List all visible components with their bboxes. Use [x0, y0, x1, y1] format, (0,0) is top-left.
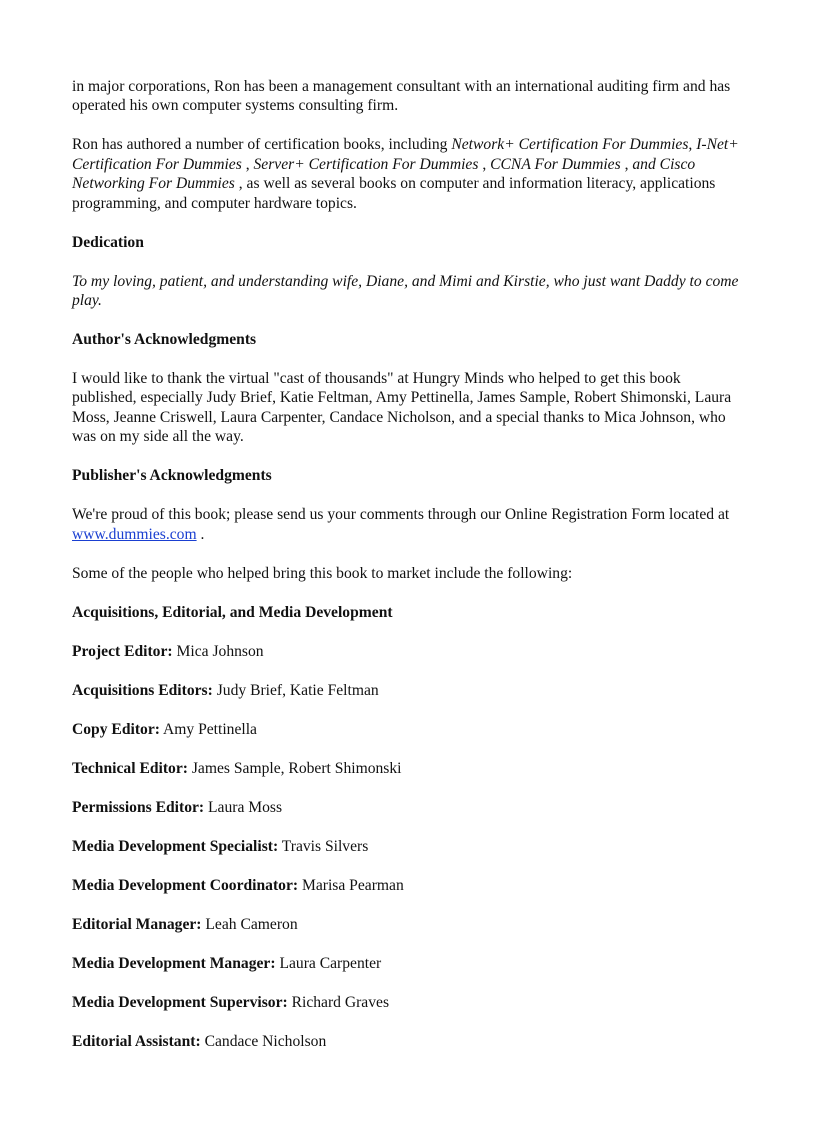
publisher-ack-text-post: .: [196, 525, 205, 543]
credit-role: Media Development Manager:: [72, 954, 276, 972]
publisher-ack-heading: Publisher's Acknowledgments: [72, 467, 272, 485]
credit-item: [72, 915, 744, 934]
book-title-server: Server+ Certification For Dummies: [253, 155, 479, 173]
credit-names: Candace Nicholson: [204, 1032, 327, 1050]
credit-item: [72, 798, 744, 817]
credit-role: Acquisitions Editors:: [72, 681, 213, 699]
credit-item: [72, 837, 744, 856]
credit-item: [72, 993, 744, 1012]
credit-names: Amy Pettinella: [162, 720, 257, 738]
dedication-text: [72, 272, 744, 311]
credit-names: Travis Silvers: [281, 837, 369, 855]
credit-names: Laura Carpenter: [279, 954, 382, 972]
credits-list: [72, 642, 744, 1051]
credit-names: James Sample, Robert Shimonski: [191, 759, 402, 777]
credit-item: [72, 1032, 744, 1051]
author-ack-heading: Author's Acknowledgments: [72, 331, 257, 349]
credit-names: Mica Johnson: [176, 642, 264, 660]
separator: ,: [620, 155, 633, 173]
credit-role: Technical Editor:: [72, 759, 188, 777]
credit-item: [72, 642, 744, 661]
publisher-ack-text: [72, 505, 744, 544]
credit-role: Permissions Editor:: [72, 798, 205, 816]
bio-paragraph-2: [72, 135, 744, 213]
credit-names: Laura Moss: [208, 798, 283, 816]
credit-role: Project Editor:: [72, 642, 173, 660]
credit-role: Editorial Assistant:: [72, 1032, 201, 1050]
dedication-heading: Dedication: [72, 233, 144, 251]
credit-names: Judy Brief, Katie Feltman: [216, 681, 379, 699]
credit-names: Marisa Pearman: [301, 876, 404, 894]
book-title-network-inet: Network+ Certification For Dummies, I-Net+ Certification For Dummies: [72, 136, 739, 173]
credit-role: Media Development Supervisor:: [72, 993, 288, 1011]
publisher-ack-text-pre: We're proud of this book; please send us your comments through our Online Registration Form located at: [72, 506, 730, 524]
separator: ,: [478, 155, 491, 173]
credit-role: Media Development Specialist:: [72, 837, 279, 855]
credits-intro: Some of the people who helped bring this book to market include the following:: [72, 564, 573, 582]
credit-role: Media Development Coordinator:: [72, 876, 299, 894]
separator: ,: [241, 155, 254, 173]
credit-item: [72, 876, 744, 895]
credit-names: Leah Cameron: [205, 915, 298, 933]
credit-role: Copy Editor:: [72, 720, 160, 738]
book-title-ccna: CCNA For Dummies: [490, 155, 621, 173]
bio-books-outro: , as well as several books on computer and information literacy, applications programming, and computer hardware topics.: [72, 175, 716, 212]
credit-item: [72, 954, 744, 973]
document-page: [72, 77, 744, 1071]
credit-item: [72, 720, 744, 739]
credit-role: Editorial Manager:: [72, 915, 202, 933]
credits-section-heading: Acquisitions, Editorial, and Media Development: [72, 603, 393, 621]
credit-item: [72, 759, 744, 778]
credit-item: [72, 681, 744, 700]
author-ack-text: I would like to thank the virtual "cast of thousands" at Hungry Minds who helped to get this book published, especially Judy Brief, Katie Feltman, Amy Pettinella, James Sample, Robert Shimonski, Laura Moss, Jeanne Criswell, Laura Carpenter, Candace Nicholson, and a special thanks to Mica Johnson, who was on my side all the way.: [72, 370, 732, 446]
credit-names: Richard Graves: [291, 993, 390, 1011]
bio-paragraph-1: in major corporations, Ron has been a management consultant with an international auditing firm and has operated his own computer systems consulting firm.: [72, 78, 731, 115]
dummies-website-link[interactable]: www.dummies.com: [72, 525, 197, 543]
dedication-text-italic: To my loving, patient, and understanding wife, Diane, and Mimi and Kirstie, who just want Daddy to come play.: [72, 272, 739, 310]
book-title-cisco: and Cisco Networking For Dummies: [72, 155, 696, 193]
bio-books-intro: Ron has authored a number of certification books, including: [72, 136, 452, 154]
